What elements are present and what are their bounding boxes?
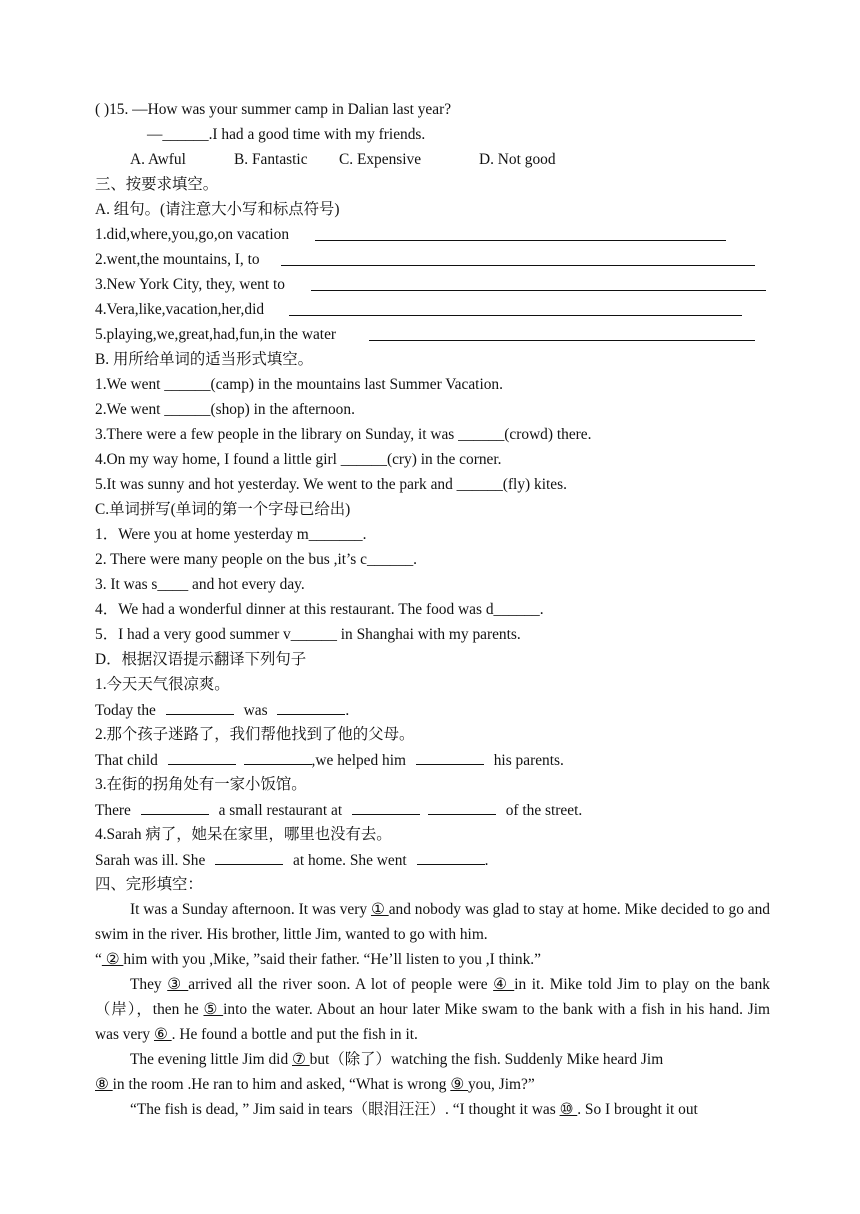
partD-q1-chinese: 1.今天天气很凉爽。 bbox=[95, 676, 230, 693]
section3-heading: 三、按要求填空。 bbox=[95, 176, 219, 193]
cloze-text: “ bbox=[95, 951, 102, 968]
partA-item-1-text: 1.did,where,you,go,on vacation bbox=[95, 226, 290, 243]
answer-blank bbox=[277, 697, 345, 715]
cloze-paragraph-3 bbox=[95, 972, 770, 1047]
q15-response: —______.I had a good time with my friends. bbox=[147, 126, 426, 143]
partD-q3-text-a: There bbox=[95, 802, 131, 819]
cloze-passage bbox=[95, 897, 770, 1122]
answer-line bbox=[281, 265, 755, 266]
answer-blank bbox=[428, 797, 496, 815]
partC-item-2: 2. There were many people on the bus ,it’s c______. bbox=[95, 551, 417, 568]
cloze-text: “The fish is dead, ” Jim said in tears（眼泪汪汪）. “I thought it was bbox=[130, 1101, 560, 1118]
cloze-paragraph-2 bbox=[95, 947, 770, 972]
cloze-text: The evening little Jim did bbox=[130, 1051, 292, 1068]
q15-stem: ( )15. —How was your summer camp in Dalian last year? bbox=[95, 101, 452, 118]
partA-item-3-text: 3.New York City, they, went to bbox=[95, 276, 285, 293]
cloze-text: . So I brought it out bbox=[577, 1101, 698, 1118]
partB-item-4: 4.On my way home, I found a little girl ______(cry) in the corner. bbox=[95, 451, 502, 468]
partD-q1-text-a: Today the bbox=[95, 702, 156, 719]
cloze-text: into the water. About an hour later Mike swam to the bank with a fish in his hand. Jim was very bbox=[95, 1001, 770, 1043]
cloze-number-9: ⑨ bbox=[450, 1076, 468, 1093]
cloze-number-3: ③ bbox=[167, 976, 189, 993]
q15-option-c: C. Expensive bbox=[339, 151, 422, 168]
cloze-number-1: ① bbox=[370, 901, 389, 918]
cloze-number-8: ⑧ bbox=[95, 1076, 113, 1093]
partC-item-3: 3. It was s____ and hot every day. bbox=[95, 576, 305, 593]
cloze-text: and nobody was glad to stay at home. Mike decided to go and swim in the river. His brother, little Jim, wanted to go with him. bbox=[95, 901, 771, 943]
partD-q2-text-c: his parents. bbox=[493, 752, 564, 769]
cloze-number-10: ⑩ bbox=[559, 1101, 578, 1118]
cloze-text: but（除了）watching the fish. Suddenly Mike heard Jim bbox=[309, 1051, 664, 1068]
partD-q2-text-b: ,we helped him bbox=[311, 752, 407, 769]
partC-item-5: 5．I had a very good summer v______ in Shanghai with my parents. bbox=[95, 626, 521, 643]
partB-item-5: 5.It was sunny and hot yesterday. We went to the park and ______(fly) kites. bbox=[95, 476, 567, 493]
partC-item-4: 4．We had a wonderful dinner at this restaurant. The food was d______. bbox=[95, 601, 544, 618]
q15-options bbox=[95, 147, 770, 172]
partD-q1-text-c: . bbox=[345, 702, 350, 719]
cloze-number-6: ⑥ bbox=[153, 1026, 172, 1043]
partD-q3-text-b: a small restaurant at bbox=[218, 802, 343, 819]
partB-item-1: 1.We went ______(camp) in the mountains last Summer Vacation. bbox=[95, 376, 503, 393]
cloze-number-4: ④ bbox=[493, 976, 515, 993]
partA-item-2 bbox=[95, 247, 770, 272]
answer-blank bbox=[352, 797, 420, 815]
partC-item-1: 1．Were you at home yesterday m_______. bbox=[95, 526, 367, 543]
partB-heading: B. 用所给单词的适当形式填空。 bbox=[95, 351, 314, 368]
partA-item-5-text: 5.playing,we,great,had,fun,in the water bbox=[95, 326, 337, 343]
partD-q4-chinese: 4.Sarah 病了，她呆在家里，哪里也没有去。 bbox=[95, 826, 392, 843]
partD-q2-text-a: That child bbox=[95, 752, 158, 769]
cloze-number-5: ⑤ bbox=[203, 1001, 224, 1018]
partD-q2-chinese: 2.那个孩子迷路了，我们帮他找到了他的父母。 bbox=[95, 726, 415, 743]
cloze-paragraph-1 bbox=[95, 897, 770, 947]
cloze-paragraph-4 bbox=[95, 1047, 770, 1097]
partD-q4-text-a: Sarah was ill. She bbox=[95, 852, 206, 869]
cloze-text: you, Jim?” bbox=[467, 1076, 535, 1093]
partD-q3-chinese: 3.在街的拐角处有一家小饭馆。 bbox=[95, 776, 307, 793]
cloze-number-2: ② bbox=[101, 951, 124, 968]
partA-item-3 bbox=[95, 272, 770, 297]
partC-heading: C.单词拼写(单词的第一个字母已给出) bbox=[95, 501, 351, 518]
answer-blank bbox=[417, 847, 485, 865]
cloze-text: him with you ,Mike, ”said their father. “He’ll listen to you ,I think.” bbox=[123, 951, 541, 968]
answer-blank bbox=[166, 697, 234, 715]
answer-line bbox=[289, 315, 742, 316]
answer-blank bbox=[416, 747, 484, 765]
answer-line bbox=[315, 240, 726, 241]
worksheet-page bbox=[95, 97, 770, 1122]
section4-heading: 四、完形填空： bbox=[95, 876, 203, 893]
partD-q3-text-c: of the street. bbox=[505, 802, 583, 819]
partD-q4-text-c: . bbox=[484, 852, 489, 869]
cloze-text: They bbox=[130, 976, 168, 993]
cloze-number-7: ⑦ bbox=[292, 1051, 310, 1068]
answer-line bbox=[311, 290, 766, 291]
cloze-text: . He found a bottle and put the fish in it. bbox=[171, 1026, 418, 1043]
cloze-text: arrived all the river soon. A lot of people were bbox=[188, 976, 494, 993]
cloze-text: It was a Sunday afternoon. It was very bbox=[130, 901, 371, 918]
partB-item-2: 2.We went ______(shop) in the afternoon. bbox=[95, 401, 355, 418]
partD-q4-english bbox=[95, 847, 770, 872]
partD-q1-english bbox=[95, 697, 770, 722]
partD-q3-english bbox=[95, 797, 770, 822]
answer-blank bbox=[244, 747, 312, 765]
partA-item-2-text: 2.went,the mountains, I, to bbox=[95, 251, 260, 268]
partA-heading: A. 组句。(请注意大小写和标点符号) bbox=[95, 201, 340, 218]
q15-option-d: D. Not good bbox=[479, 151, 556, 168]
partA-item-4-text: 4.Vera,like,vacation,her,did bbox=[95, 301, 265, 318]
answer-line bbox=[369, 340, 755, 341]
partA-item-1 bbox=[95, 222, 770, 247]
answer-blank bbox=[141, 797, 209, 815]
partD-q1-text-b: was bbox=[243, 702, 268, 719]
cloze-text: in the room .He ran to him and asked, “What is wrong bbox=[112, 1076, 451, 1093]
partD-q4-text-b: at home. She went bbox=[293, 852, 407, 869]
answer-blank bbox=[215, 847, 283, 865]
partD-q2-english bbox=[95, 747, 770, 772]
q15-option-b: B. Fantastic bbox=[234, 151, 308, 168]
partA-item-4 bbox=[95, 297, 770, 322]
partB-item-3: 3.There were a few people in the library on Sunday, it was ______(crowd) there. bbox=[95, 426, 592, 443]
q15-option-a: A. Awful bbox=[130, 151, 186, 168]
partD-heading: D．根据汉语提示翻译下列句子 bbox=[95, 651, 307, 668]
cloze-text: in it. Mike told Jim to play on the bank（岸），then he bbox=[95, 976, 770, 1018]
partA-item-5 bbox=[95, 322, 770, 347]
cloze-paragraph-5 bbox=[95, 1097, 770, 1122]
answer-blank bbox=[168, 747, 236, 765]
